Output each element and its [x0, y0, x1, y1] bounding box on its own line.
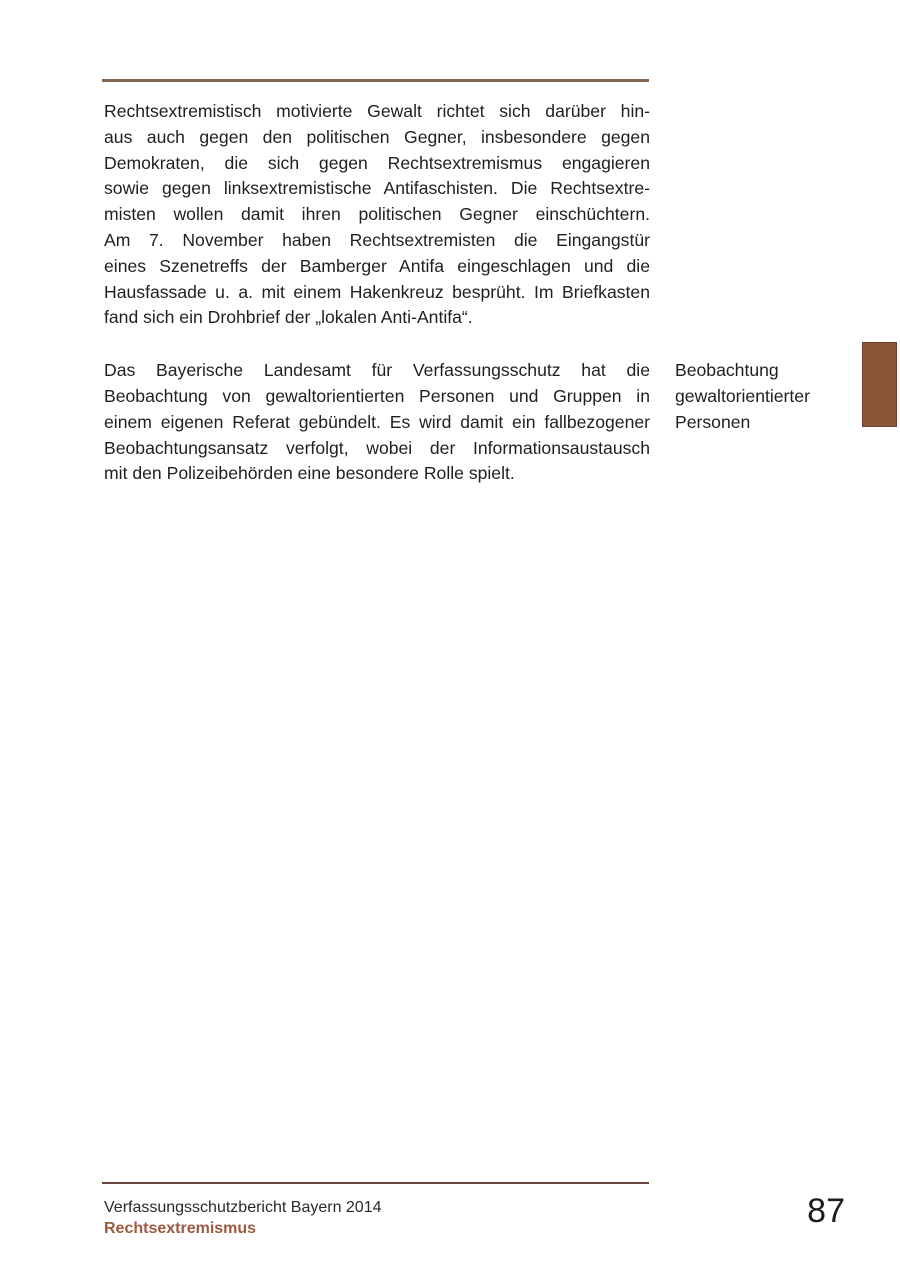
text-line: Beobachtung von gewaltorientierten Personen und Gruppen in — [104, 385, 650, 406]
footer-divider-rule — [102, 1182, 649, 1184]
margin-note — [675, 358, 850, 435]
text-line: fand sich ein Drohbrief der „lokalen Anti-Antifa“. — [104, 307, 473, 328]
margin-note-line: gewaltorientierter — [675, 385, 810, 406]
text-line: einem eigenen Referat gebündelt. Es wird damit ein fallbezogener — [104, 411, 650, 432]
footer-chapter-label: Rechtsextremismus — [104, 1220, 257, 1237]
text-line: misten wollen damit ihren politischen Gegner einschüchtern. — [104, 204, 650, 225]
text-line: Am 7. November haben Rechtsextremisten die Eingangstür — [104, 229, 650, 250]
page-number: 87 — [807, 1192, 845, 1230]
body-text-column — [104, 99, 650, 487]
text-line: Rechtsextremistisch motivierte Gewalt richtet sich darüber hin- — [104, 101, 650, 121]
footer-text-block — [104, 1197, 382, 1239]
text-line: sowie gegen linksextremistische Antifaschisten. Die Rechtsextre- — [104, 178, 650, 199]
text-line: Hausfassade u. a. mit einem Hakenkreuz besprüht. Im Briefkasten — [104, 281, 650, 302]
text-line: Demokraten, die sich gegen Rechtsextremismus engagieren — [104, 152, 650, 173]
text-line: eines Szenetreffs der Bamberger Antifa eingeschlagen und die — [104, 255, 650, 276]
text-line: aus auch gegen den politischen Gegner, insbesondere gegen — [104, 126, 650, 147]
text-line: Das Bayerische Landesamt für Verfassungsschutz hat die — [104, 360, 650, 381]
paragraph-right-extremist-violence — [104, 99, 650, 331]
text-line: mit den Polizeibehörden eine besondere Rolle spielt. — [104, 463, 515, 484]
margin-note-line: Beobachtung — [675, 360, 779, 380]
margin-marker-rectangle — [862, 342, 897, 427]
footer-report-title: Verfassungsschutzbericht Bayern 2014 — [104, 1199, 382, 1216]
top-divider-rule — [102, 79, 649, 82]
paragraph-observation-unit — [104, 358, 650, 487]
text-line: Beobachtungsansatz verfolgt, wobei der Informationsaustausch — [104, 437, 650, 458]
margin-note-line: Personen — [675, 411, 751, 432]
